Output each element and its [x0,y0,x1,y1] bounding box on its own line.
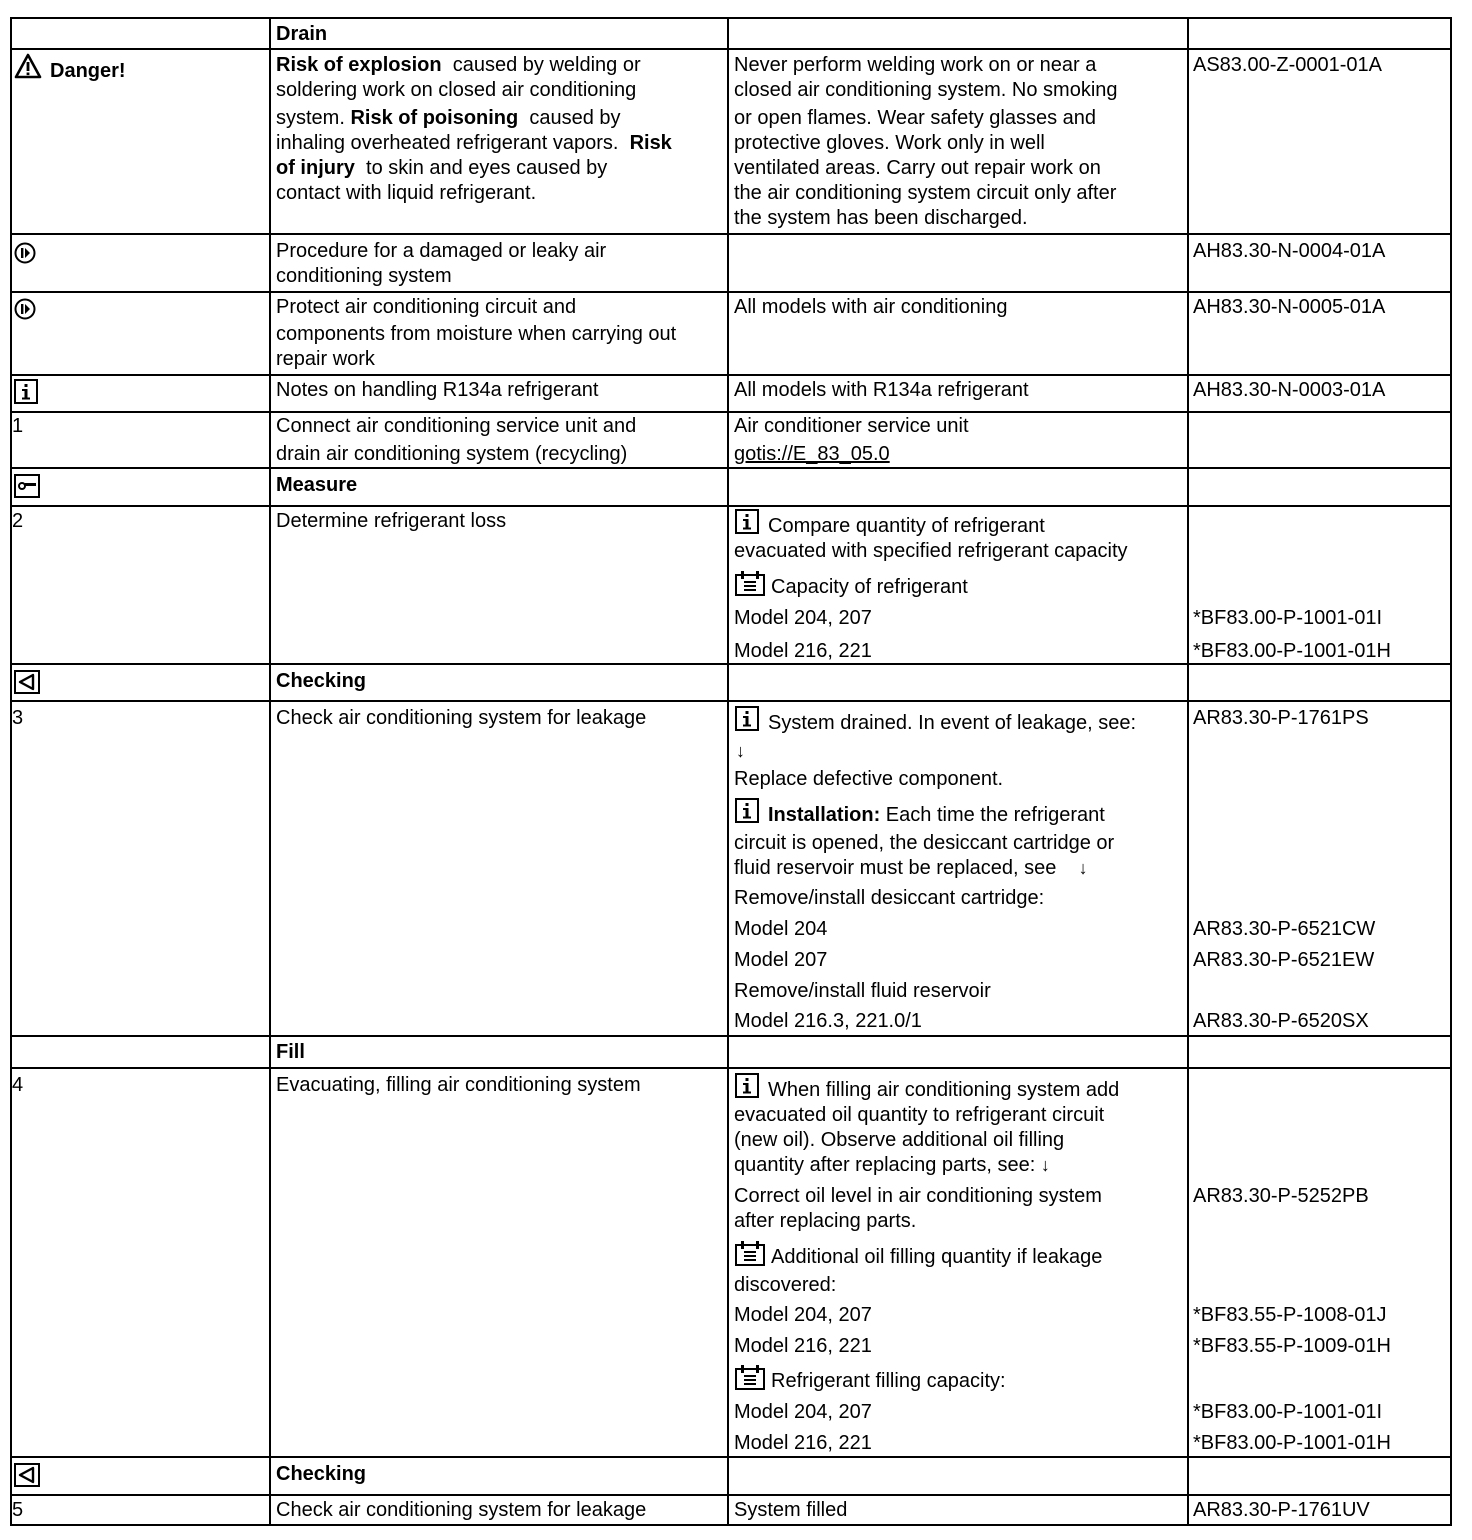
danger-instruction: or open flames. Wear safety glasses and [734,107,1097,129]
info-text: Remove/install fluid reservoir [734,980,991,1002]
row-rule [10,467,1452,469]
row-rule [10,505,1452,507]
note-text: Notes on handling R134a refrigerant [276,379,599,401]
danger-risk-line-1 [276,53,641,78]
note-detail: All models with air conditioning [734,296,1008,318]
info-text: circuit is opened, the desiccant cartridge or [734,832,1115,854]
danger-instruction: Never perform welding work on or near a [734,54,1097,76]
step-text: Determine refrigerant loss [276,510,507,532]
info-text: evacuated with specified refrigerant capacity [734,540,1128,562]
note-text: Protect air conditioning circuit and [276,296,577,318]
row-rule [10,1456,1452,1458]
info-text: evacuated oil quantity to refrigerant circuit [734,1104,1105,1126]
row-rule [10,1067,1452,1069]
info-icon [14,379,38,404]
risk-injury-1: Risk [629,132,672,154]
section-checking: Checking [276,670,367,692]
section-measure: Measure [276,474,358,496]
danger-label: Danger! [50,60,126,82]
danger-risk-line-3 [276,106,621,131]
danger-risk-line-6: contact with liquid refrigerant. [276,182,537,204]
info-text [734,856,1088,881]
column-rule [1187,17,1189,1526]
installation-label: Installation: [768,804,881,826]
see-text: quantity after replacing parts, see: [734,1154,1036,1176]
step-number: 5 [12,1499,24,1521]
checking-icon [14,1463,40,1487]
info-text: Replace defective component. [734,768,1004,790]
row-rule [10,48,1452,50]
section-checking: Checking [276,1463,367,1485]
spec-label: Capacity of refrigerant [771,576,968,598]
checking-icon [14,670,40,694]
step-text: Check air conditioning system for leakage [276,1499,647,1521]
spec-label: discovered: [734,1274,837,1296]
down-arrow-icon[interactable]: ↓ [736,741,745,761]
spec-table-icon [735,570,765,596]
step-text: Check air conditioning system for leakage [276,707,647,729]
poison-pre: system. [276,107,345,129]
see-text: fluid reservoir must be replaced, see [734,857,1057,879]
model-label: Model 204, 207 [734,1304,872,1326]
model-ref[interactable]: *BF83.55-P-1008-01J [1193,1304,1387,1326]
info-text: after replacing parts. [734,1210,917,1232]
section-fill: Fill [276,1041,305,1063]
danger-instruction: closed air conditioning system. No smoking [734,79,1118,101]
info-text: System drained. In event of leakage, see: [768,712,1136,734]
step-detail: Air conditioner service unit [734,415,969,437]
step-number: 1 [12,415,24,437]
note-text: Procedure for a damaged or leaky air [276,240,607,262]
risk-injury-2: of injury [276,157,355,179]
row-rule [10,1035,1452,1037]
note-text: components from moisture when carrying out [276,323,677,345]
vapor-text: inhaling overheated refrigerant vapors. [276,132,619,154]
model-ref[interactable]: *BF83.00-P-1001-01H [1193,1432,1391,1454]
danger-instruction: the air conditioning system circuit only after [734,182,1117,204]
model-label: Model 204 [734,918,828,940]
note-text: conditioning system [276,265,452,287]
note-text: repair work [276,348,375,370]
step-text: drain air conditioning system (recycling) [276,443,628,465]
info-icon [735,1073,759,1098]
service-unit-link[interactable]: gotis://E_83_05.0 [734,443,890,465]
model-ref[interactable]: AR83.30-P-6521CW [1193,918,1376,940]
model-ref[interactable]: *BF83.00-P-1001-01I [1193,1401,1383,1423]
column-rule [1450,17,1452,1526]
info-text: Compare quantity of refrigerant [768,515,1045,537]
poison-text: caused by [529,107,621,129]
section-drain: Drain [276,23,328,45]
column-rule [269,17,271,1526]
note-detail: All models with R134a refrigerant [734,379,1029,401]
model-ref[interactable]: *BF83.00-P-1001-01I [1193,607,1383,629]
model-label: Model 216.3, 221.0/1 [734,1010,922,1032]
note-circle-icon [14,242,36,264]
model-ref[interactable]: AR83.30-P-6521EW [1193,949,1375,971]
step-number: 3 [12,707,24,729]
down-arrow-icon[interactable]: ↓ [1040,1155,1050,1175]
step-text: Evacuating, filling air conditioning system [276,1074,641,1096]
info-icon [735,798,759,823]
note-ref[interactable]: AH83.30-N-0005-01A [1193,296,1386,318]
info-text: When filling air conditioning system add [768,1079,1120,1101]
note-ref[interactable]: AH83.30-N-0003-01A [1193,379,1386,401]
risk-explosion: Risk of explosion [276,54,442,76]
step-text: Connect air conditioning service unit and [276,415,637,437]
spec-table-icon [735,1240,765,1266]
danger-risk-line-5 [276,156,607,181]
column-rule [727,17,729,1526]
info-text: Correct oil level in air conditioning system [734,1185,1102,1207]
measure-icon [14,474,40,498]
risk-explosion-text: caused by welding or [452,54,641,76]
installation-note [768,803,1105,828]
step-detail: System filled [734,1499,848,1521]
model-ref[interactable]: AR83.30-P-6520SX [1193,1010,1369,1032]
model-label: Model 204, 207 [734,607,872,629]
model-label: Model 207 [734,949,828,971]
model-ref[interactable]: *BF83.55-P-1009-01H [1193,1335,1391,1357]
model-label: Model 216, 221 [734,1432,872,1454]
info-icon [735,706,759,731]
note-ref[interactable]: AH83.30-N-0004-01A [1193,240,1386,262]
model-ref[interactable]: *BF83.00-P-1001-01H [1193,640,1391,662]
row-rule [10,1494,1452,1496]
row-rule [10,291,1452,293]
row-rule [10,374,1452,376]
oil-level-ref[interactable]: AR83.30-P-5252PB [1193,1185,1369,1207]
spec-label: Additional oil filling quantity if leakage [771,1246,1103,1268]
model-label: Model 204, 207 [734,1401,872,1423]
spec-table-icon [735,1364,765,1390]
leak-ref[interactable]: AR83.30-P-1761PS [1193,707,1369,729]
step-ref[interactable]: AR83.30-P-1761UV [1193,1499,1370,1521]
injury-text: to skin and eyes caused by [366,157,608,179]
info-text: Remove/install desiccant cartridge: [734,887,1045,909]
info-text: (new oil). Observe additional oil filling [734,1129,1065,1151]
danger-ref[interactable]: AS83.00-Z-0001-01A [1193,54,1383,76]
installation-text: Each time the refrigerant [885,804,1105,826]
down-arrow-icon[interactable]: ↓ [1078,858,1088,878]
row-rule [10,1524,1452,1526]
step-number: 2 [12,510,24,532]
danger-risk-line-4 [276,131,672,156]
row-rule [10,700,1452,702]
note-circle-icon [14,298,36,320]
risk-poisoning: Risk of poisoning [350,107,519,129]
column-rule [10,17,12,1526]
row-rule [10,411,1452,413]
danger-instruction: the system has been discharged. [734,207,1028,229]
info-icon [735,509,759,534]
step-number: 4 [12,1074,24,1096]
danger-risk-line-2: soldering work on closed air conditioning [276,79,637,101]
procedure-table [10,17,1452,1526]
warning-triangle-icon [14,53,42,79]
info-text [734,1153,1050,1178]
model-label: Model 216, 221 [734,1335,872,1357]
model-label: Model 216, 221 [734,640,872,662]
row-rule [10,233,1452,235]
spec-label: Refrigerant filling capacity: [771,1370,1006,1392]
danger-instruction: ventilated areas. Carry out repair work on [734,157,1101,179]
row-rule [10,17,1452,19]
danger-instruction: protective gloves. Work only in well [734,132,1045,154]
